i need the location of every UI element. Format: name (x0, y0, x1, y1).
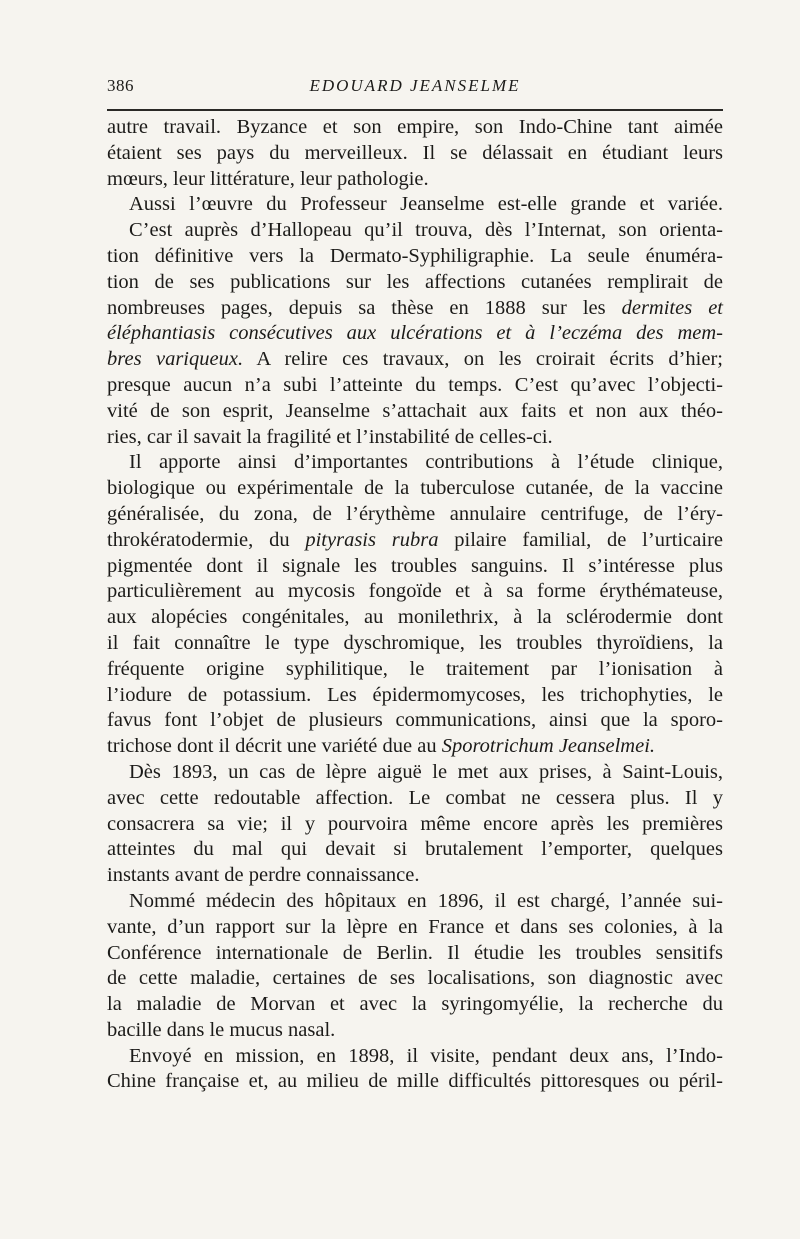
text-line (107, 115, 723, 141)
running-title: EDOUARD JEANSELME (309, 76, 521, 95)
italic-text: dermites et (621, 296, 723, 319)
text-run: vité de son esprit, Jeanselme s’attachait aux faits et non aux théo- (107, 399, 723, 422)
text-line (107, 708, 723, 734)
text-line (107, 321, 723, 347)
text-run: la maladie de Morvan et avec la syringomyélie, la recherche du (107, 993, 723, 1016)
text-line (107, 631, 723, 657)
text-line (107, 966, 723, 992)
text-run: Il apporte ainsi d’importantes contributions à l’étude clinique, (129, 451, 723, 474)
text-line (107, 1044, 723, 1070)
text-run: A relire ces travaux, on les croirait écrits d’hier; (243, 348, 723, 371)
text-run: vante, d’un rapport sur la lèpre en France et dans ses colonies, à la (107, 915, 723, 938)
header-rule (107, 109, 723, 111)
page-header (107, 76, 723, 102)
text-line (107, 812, 723, 838)
text-line (107, 992, 723, 1018)
text-run: Aussi l’œuvre du Professeur Jeanselme est-elle grande et variée. (129, 193, 723, 216)
text-run: biologique ou expérimentale de la tuberculose cutanée, de la vaccine (107, 477, 723, 500)
text-line (107, 218, 723, 244)
text-line (107, 760, 723, 786)
text-line (107, 579, 723, 605)
text-run: particulièrement au mycosis fongoïde et à sa forme érythémateuse, (107, 580, 723, 603)
text-run: Dès 1893, un cas de lèpre aiguë le met aux prises, à Saint-Louis, (129, 760, 723, 783)
text-line (107, 863, 723, 889)
text-run: étaient ses pays du merveilleux. Il se délassait en étudiant leurs (107, 141, 723, 164)
text-run: presque aucun n’a subi l’atteinte du temps. C’est qu’avec l’objecti- (107, 373, 723, 396)
text-run: pilaire familial, de l’urticaire (438, 528, 723, 551)
text-run: ries, car il savait la fragilité et l’instabilité de celles-ci. (107, 425, 553, 448)
text-line (107, 425, 723, 451)
text-run: avec cette redoutable affection. Le combat ne cessera plus. Il y (107, 786, 723, 809)
text-line (107, 837, 723, 863)
text-line (107, 605, 723, 631)
text-run: généralisée, du zona, de l’érythème annulaire centrifuge, de l’éry- (107, 502, 723, 525)
text-run: il fait connaître le type dyschromique, les troubles thyroïdiens, la (107, 631, 723, 654)
text-run: autre travail. Byzance et son empire, son Indo-Chine tant aimée (107, 116, 723, 138)
text-line (107, 502, 723, 528)
text-run: C’est auprès d’Hallopeau qu’il trouva, dès l’Internat, son orienta- (129, 219, 723, 242)
text-line (107, 657, 723, 683)
text-run: throkératodermie, du (107, 528, 306, 551)
text-line (107, 941, 723, 967)
text-line (107, 554, 723, 580)
text-run: pigmentée dont il signale les troubles sanguins. Il s’intéresse plus (107, 554, 723, 577)
text-line (107, 244, 723, 270)
text-line (107, 141, 723, 167)
text-run: tion définitive vers la Dermato-Syphiligraphie. La seule énuméra- (107, 244, 723, 267)
text-line (107, 476, 723, 502)
text-run: Envoyé en mission, en 1898, il visite, pendant deux ans, l’Indo- (129, 1044, 723, 1067)
text-run: instants avant de perdre connaissance. (107, 864, 420, 887)
text-run: trichose dont il décrit une variété due au (107, 735, 442, 758)
text-run: l’iodure de potassium. Les épidermomycoses, les trichophyties, le (107, 683, 723, 706)
text-line (107, 296, 723, 322)
text-run: Conférence internationale de Berlin. Il étudie les troubles sensitifs (107, 941, 723, 964)
text-run: bacille dans le mucus nasal. (107, 1018, 336, 1041)
page-number: 386 (107, 76, 134, 95)
text-run: de cette maladie, certaines de ses localisations, son diagnostic avec (107, 967, 723, 990)
text-line (107, 167, 723, 193)
body-text (107, 115, 723, 1095)
text-line (107, 786, 723, 812)
text-line (107, 889, 723, 915)
text-line (107, 1069, 723, 1095)
text-line (107, 1018, 723, 1044)
text-line (107, 373, 723, 399)
text-run: Nommé médecin des hôpitaux en 1896, il est chargé, l’année sui- (129, 889, 723, 912)
italic-text: éléphantiasis consécutives aux ulcérations et à l’eczéma des mem- (107, 322, 723, 345)
text-run: nombreuses pages, depuis sa thèse en 1888 sur les (107, 296, 622, 319)
text-line (107, 450, 723, 476)
italic-text: Sporotrichum Jeanselmei. (441, 735, 656, 758)
text-run: consacrera sa vie; il y pourvoira même encore après les premières (107, 812, 723, 835)
text-line (107, 915, 723, 941)
text-run: mœurs, leur littérature, leur pathologie. (107, 167, 429, 190)
text-line (107, 399, 723, 425)
text-line (107, 683, 723, 709)
text-run: favus font l’objet de plusieurs communications, ainsi que la sporo- (107, 709, 723, 732)
text-line (107, 192, 723, 218)
text-run: aux alopécies congénitales, au monilethrix, à la sclérodermie dont (107, 606, 723, 629)
text-run: fréquente origine syphilitique, le traitement par l’ionisation à (107, 657, 723, 680)
italic-text: bres variqueux. (107, 348, 244, 371)
text-line (107, 734, 723, 760)
text-run: Chine française et, au milieu de mille difficultés pittoresques ou péril- (107, 1070, 723, 1093)
text-line (107, 347, 723, 373)
italic-text: pityrasis rubra (305, 528, 439, 551)
text-line (107, 270, 723, 296)
text-line (107, 528, 723, 554)
text-run: tion de ses publications sur les affections cutanées remplirait de (107, 270, 723, 293)
text-run: atteintes du mal qui devait si brutalement l’emporter, quelques (107, 838, 723, 861)
